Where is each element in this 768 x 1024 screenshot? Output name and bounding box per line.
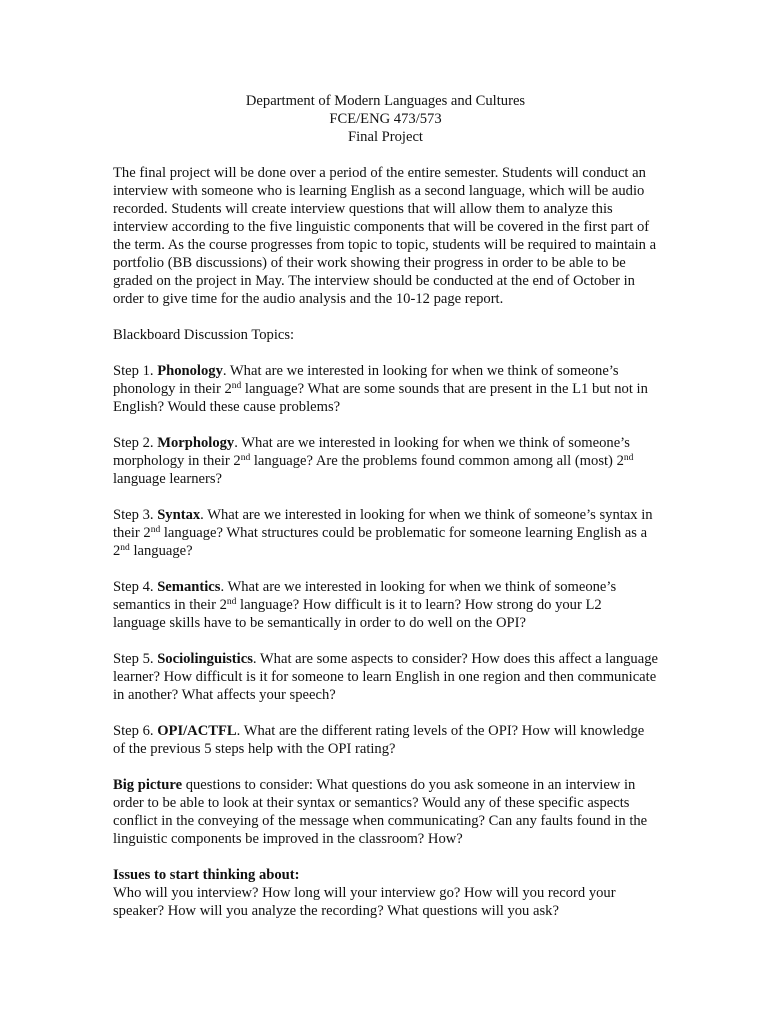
step-2-prefix: Step 2.	[113, 435, 158, 451]
step-6-prefix: Step 6.	[113, 723, 158, 739]
step-4-text-b: language? How difficult is it to learn? How strong do your L2 language skills have to be semantically in order to do well on the OPI?	[113, 597, 602, 631]
issues-heading: Issues to start thinking about:	[113, 867, 300, 883]
step-6-text: . What are the different rating levels of the OPI? How will knowledge of the previous 5 steps help with the OPI rating?	[113, 723, 645, 757]
step-2	[113, 434, 658, 488]
step-1-prefix: Step 1.	[113, 363, 158, 379]
step-5-text: . What are some aspects to consider? How does this affect a language learner? How difficult is it for someone to learn English in one region and then communicate in another? What affects your speech?	[113, 651, 658, 703]
step-2-topic: Morphology	[157, 435, 235, 451]
step-3	[113, 506, 658, 560]
bb-heading: Blackboard Discussion Topics:	[113, 327, 295, 343]
step-1-text-a: . What are we interested in looking for when we think of someone’s phonology in their 2	[113, 363, 619, 397]
step-5-prefix: Step 5.	[113, 651, 158, 667]
step-3-topic: Syntax	[157, 507, 201, 523]
intro-paragraph: The final project will be done over a period of the entire semester. Students will conduct an interview with someone who is learning English as a second language, which will be audio recorded. Students will create interview questions that will allow them to analyze this interview according to the five linguistic components that will be covered in the first part of the term. As the course progresses from topic to topic, students will be required to maintain a portfolio (BB discussions) of their work showing their progress in order to be able to be graded on the project in May. The interview should be conducted at the end of October in order to give time for the audio analysis and the 10-12 page report.	[113, 165, 657, 307]
step-4	[113, 578, 658, 632]
step-1-topic: Phonology	[157, 363, 223, 379]
step-2-text-c: language learners?	[113, 471, 222, 487]
big-picture-paragraph	[113, 776, 658, 848]
step-4-topic: Semantics	[157, 579, 221, 595]
step-1	[113, 362, 658, 416]
big-picture-text: questions to consider: What questions do you ask someone in an interview in order to be able to look at their syntax or semantics? Would any of these specific aspects conflict in the conveying of the message when communicating? Can any faults found in the linguistic components be improved in the classroom? How?	[113, 777, 648, 847]
step-4-text-a: . What are we interested in looking for when we think of someone’s semantics in their 2	[113, 579, 617, 613]
step-4-sup: nd	[226, 597, 237, 607]
issues-text: Who will you interview? How long will your interview go? How will you record your speaker? How will you analyze the recording? What questions will you ask?	[113, 885, 616, 919]
step-5-topic: Sociolinguistics	[157, 651, 253, 667]
step-2-sup-1: nd	[240, 453, 251, 463]
step-2-text-a: . What are we interested in looking for when we think of someone’s morphology in their 2	[113, 435, 630, 469]
step-1-sup: nd	[231, 381, 242, 391]
step-3-sup-2: nd	[120, 543, 130, 553]
step-6	[113, 722, 658, 758]
step-3-prefix: Step 3.	[113, 507, 158, 523]
step-3-text-c: language?	[129, 543, 193, 559]
document-header	[113, 92, 658, 146]
step-4-prefix: Step 4.	[113, 579, 158, 595]
step-1-text-b: language? What are some sounds that are present in the L1 but not in English? Would these cause problems?	[113, 381, 648, 415]
step-3-sup-1: nd	[150, 525, 161, 535]
issues-section	[113, 866, 658, 920]
department-name: Department of Modern Languages and Cultures	[245, 93, 526, 109]
document-title: Final Project	[348, 129, 423, 145]
step-2-text-b: language? Are the problems found common among all (most) 2	[250, 453, 624, 469]
step-2-sup-2: nd	[623, 453, 634, 463]
step-6-topic: OPI/ACTFL	[157, 723, 237, 739]
big-picture-label: Big picture	[113, 777, 183, 793]
step-3-text-a: . What are we interested in looking for when we think of someone’s syntax in their 2	[113, 507, 653, 541]
step-3-text-b: language? What structures could be problematic for someone learning English as a 2	[113, 525, 648, 559]
step-5	[113, 650, 658, 704]
course-code: FCE/ENG 473/573	[329, 111, 442, 127]
